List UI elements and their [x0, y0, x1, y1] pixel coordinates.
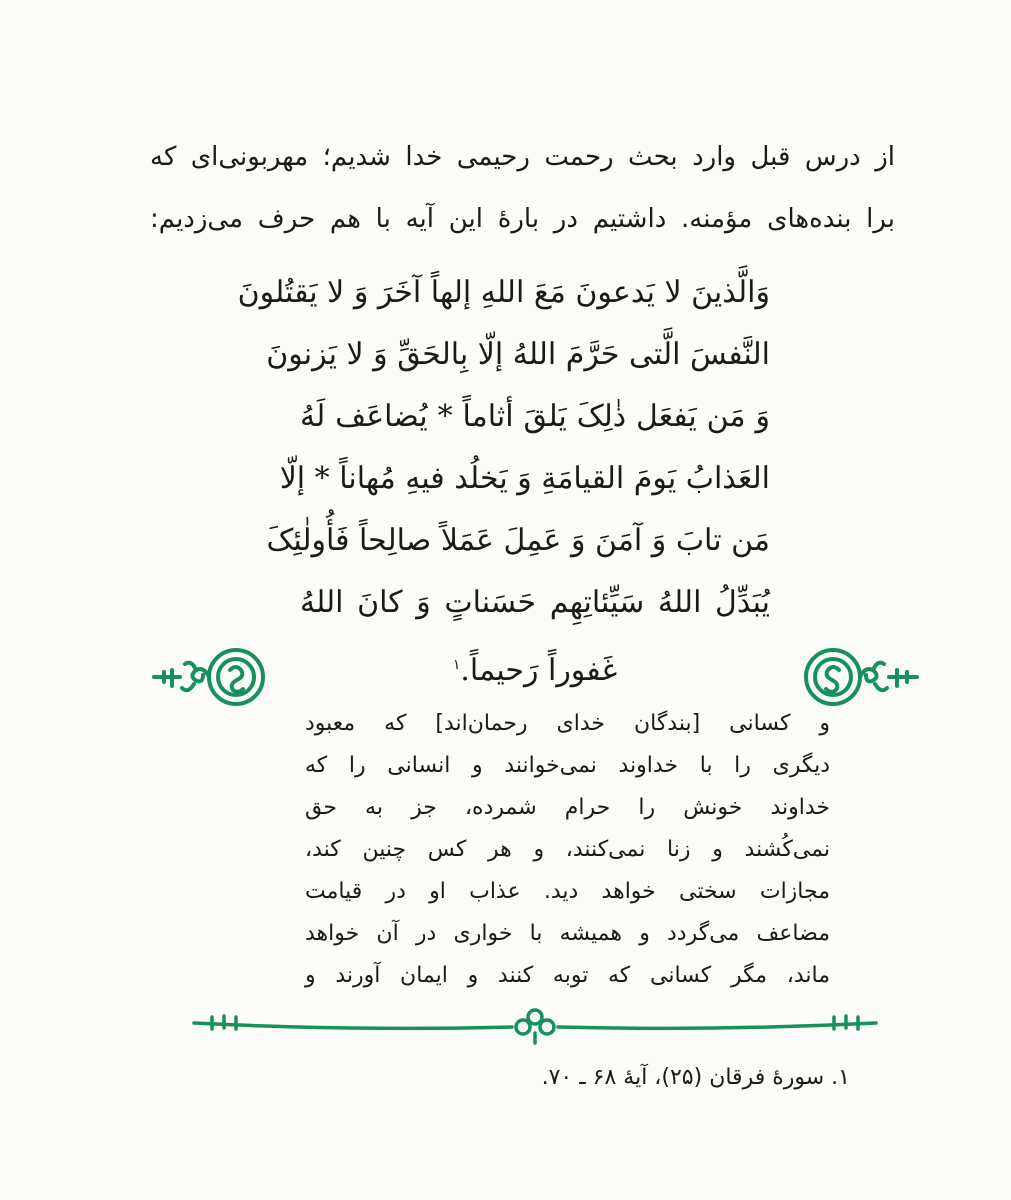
verse-line: غَفوراً رَحیماً.	[460, 653, 618, 688]
footnote: ۱. سورهٔ فرقان (۲۵)، آیهٔ ۶۸ ـ ۷۰.	[541, 1065, 850, 1090]
quran-verse	[237, 262, 770, 702]
translation-line: دیگری را با خداوند نمی‌خوانند و انسانی را که	[305, 753, 830, 778]
translation-line: خداوند خونش را حرام شمرده، جز به حق	[305, 795, 830, 820]
translation-line: و کسانی [بندگان خدای رحمان‌اند] که معبود	[305, 711, 830, 736]
translation-line: نمی‌کُشند و زنا نمی‌کنند، و هر کس چنین کند،	[305, 837, 830, 862]
intro-paragraph	[150, 126, 895, 250]
verse-line: النَّفسَ الَّتی حَرَّمَ اللهُ إلّا بِالحَقِّ وَ لا یَزنونَ	[266, 337, 770, 372]
verse-line: مَن تابَ وَ آمَنَ وَ عَمِلَ عَمَلاً صالِحاً فَأُولٰئِکَ	[266, 523, 770, 558]
verse-line: العَذابُ یَومَ القیامَةِ وَ یَخلُد فیهِ مُهاناً * إلّا	[279, 461, 770, 496]
vine-divider-icon	[190, 1005, 880, 1045]
translation-paragraph	[305, 703, 830, 997]
translation-line: ماند، مگر کسانی که توبه کنند و ایمان آورند و	[305, 963, 830, 988]
verse-line: وَ مَن یَفعَل ذٰلِکَ یَلقَ أثاماً * یُضاعَف لَهُ	[300, 399, 770, 434]
verse-line: وَالَّذینَ لا یَدعونَ مَعَ اللهِ إلهاً آخَرَ وَ لا یَقتُلونَ	[237, 275, 770, 310]
translation-line: مجازات سختی خواهد دید. عذاب او در قیامت	[305, 879, 830, 904]
verse-last-line	[300, 634, 770, 702]
verse-line: یُبَدِّلُ اللهُ سَیِّئاتِهِم حَسَناتٍ وَ کانَ اللهُ	[300, 585, 770, 620]
translation-line: مضاعف می‌گردد و همیشه با خواری در آن خواهد	[305, 921, 830, 946]
footnote-marker[interactable]: ۱	[452, 657, 461, 673]
floral-medallion-icon	[150, 632, 270, 722]
intro-line: برا بنده‌های مؤمنه. داشتیم در بارهٔ این آیه با هم حرف می‌زدیم:	[150, 204, 895, 234]
intro-line: از درس قبل وارد بحث رحمت رحیمی خدا شدیم؛ مهربونی‌ای که	[150, 142, 895, 172]
